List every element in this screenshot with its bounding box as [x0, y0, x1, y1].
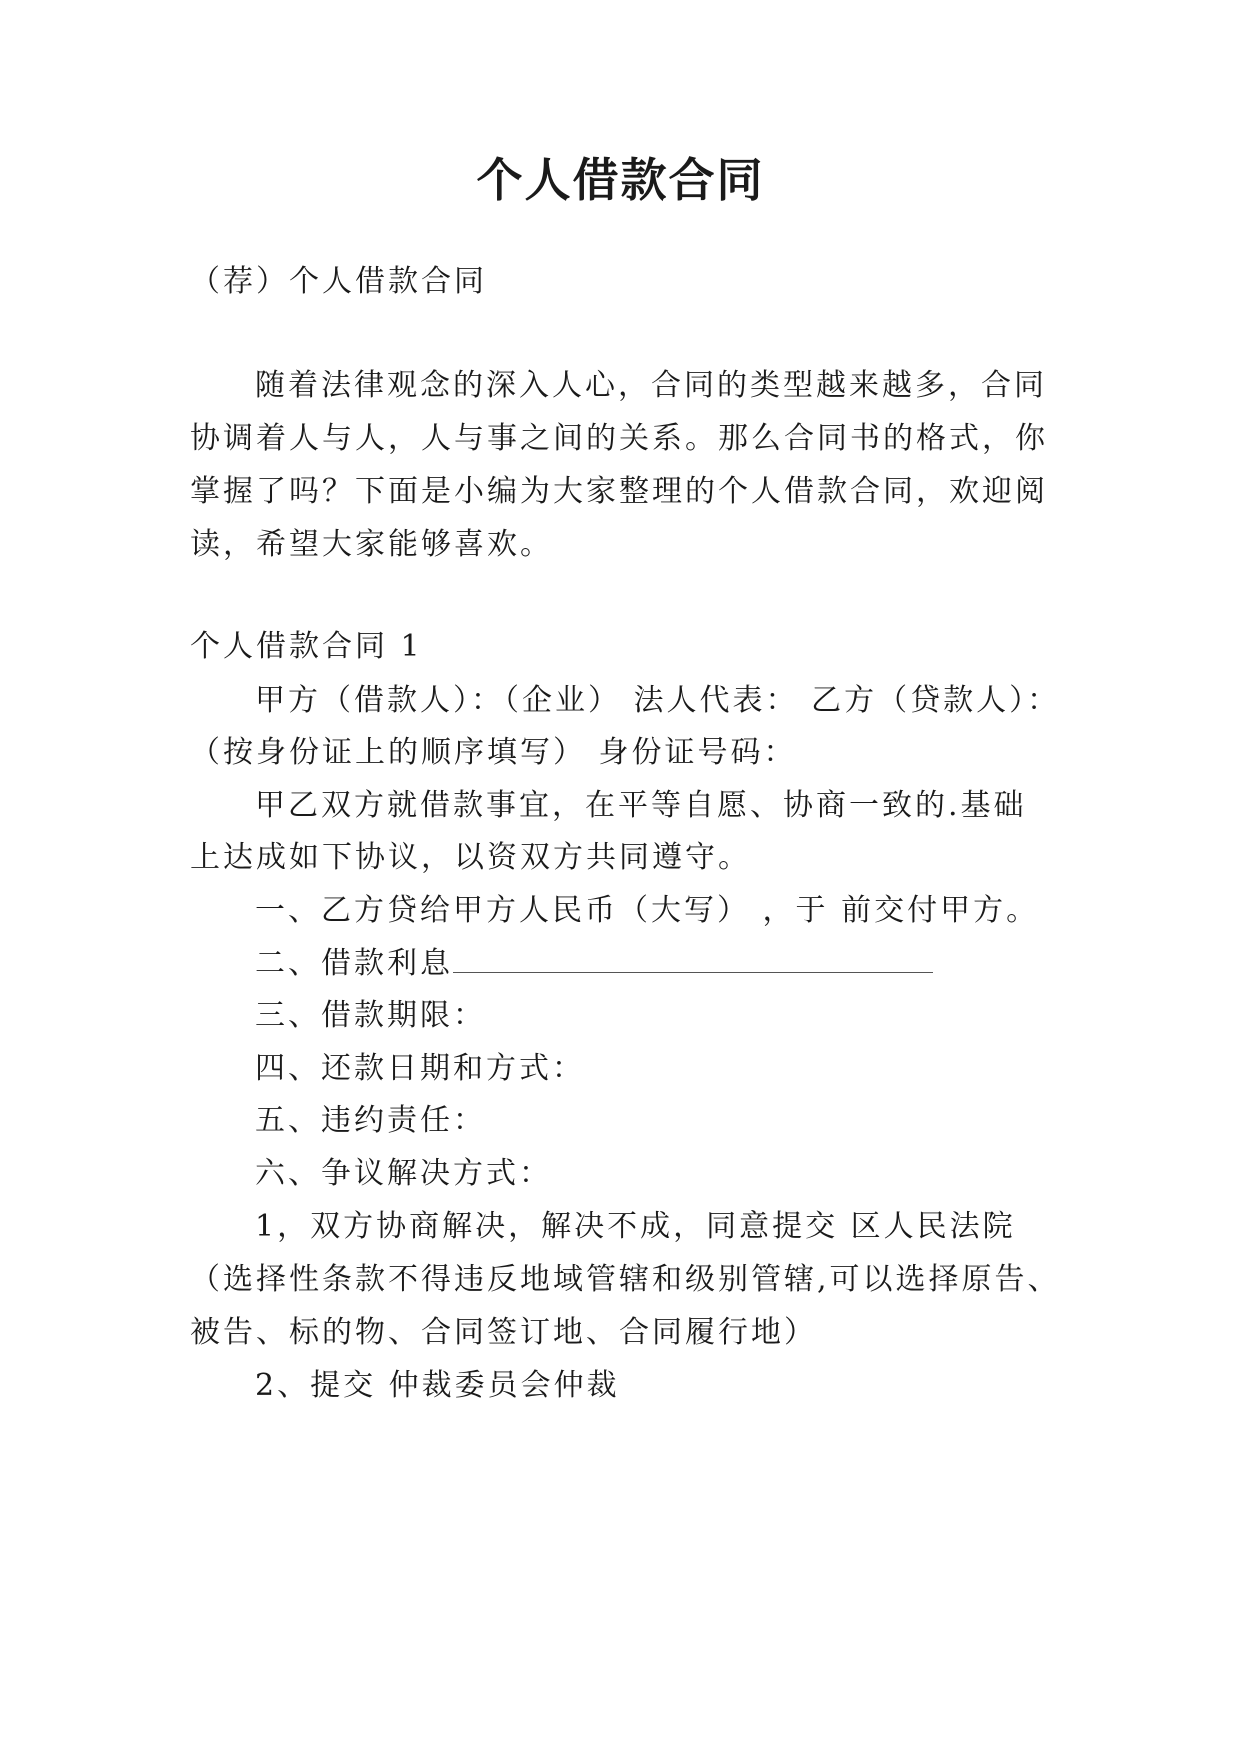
clause-4: 四、还款日期和方式： [255, 1051, 585, 1086]
clause-5: 五、违约责任： [255, 1103, 486, 1138]
agreement-line-1: 甲乙双方就借款事宜，在平等自愿、协商一致的.基础 [255, 788, 1027, 823]
arbitration-line: 2、提交 仲裁委员会仲裁 [255, 1368, 620, 1403]
parties-line-1: 甲方（借款人）：（企业） 法人代表： 乙方（贷款人）： [255, 683, 1061, 718]
dispute-line-1: 1，双方协商解决，解决不成，同意提交 区人民法院 [255, 1209, 1016, 1244]
dispute-line-2: （选择性条款不得违反地域管辖和级别管辖,可以选择原告、 [190, 1262, 1061, 1297]
document-title: 个人借款合同 [476, 153, 765, 207]
clause-2-row [255, 944, 933, 984]
clause-6: 六、争议解决方式： [255, 1156, 552, 1191]
interest-blank-line [453, 946, 933, 973]
intro-line-3: 掌握了吗？下面是小编为大家整理的个人借款合同，欢迎阅 [190, 474, 1048, 509]
intro-line-4: 读，希望大家能够喜欢。 [190, 527, 553, 562]
agreement-line-2: 上达成如下协议，以资双方共同遵守。 [190, 840, 751, 875]
clause-1: 一、乙方贷给甲方人民币（大写） ，于 前交付甲方。 [255, 893, 1040, 928]
intro-line-1: 随着法律观念的深入人心，合同的类型越来越多，合同 [255, 368, 1047, 403]
section-heading: 个人借款合同 1 [190, 629, 423, 664]
parties-line-2: （按身份证上的顺序填写） 身份证号码： [190, 735, 797, 770]
clause-2: 二、借款利息 [255, 946, 453, 981]
intro-line-2: 协调着人与人，人与事之间的关系。那么合同书的格式，你 [190, 421, 1048, 456]
clause-3: 三、借款期限： [255, 998, 486, 1033]
document-subtitle: （荐）个人借款合同 [190, 264, 487, 299]
dispute-line-3: 被告、标的物、合同签订地、合同履行地） [190, 1315, 817, 1350]
